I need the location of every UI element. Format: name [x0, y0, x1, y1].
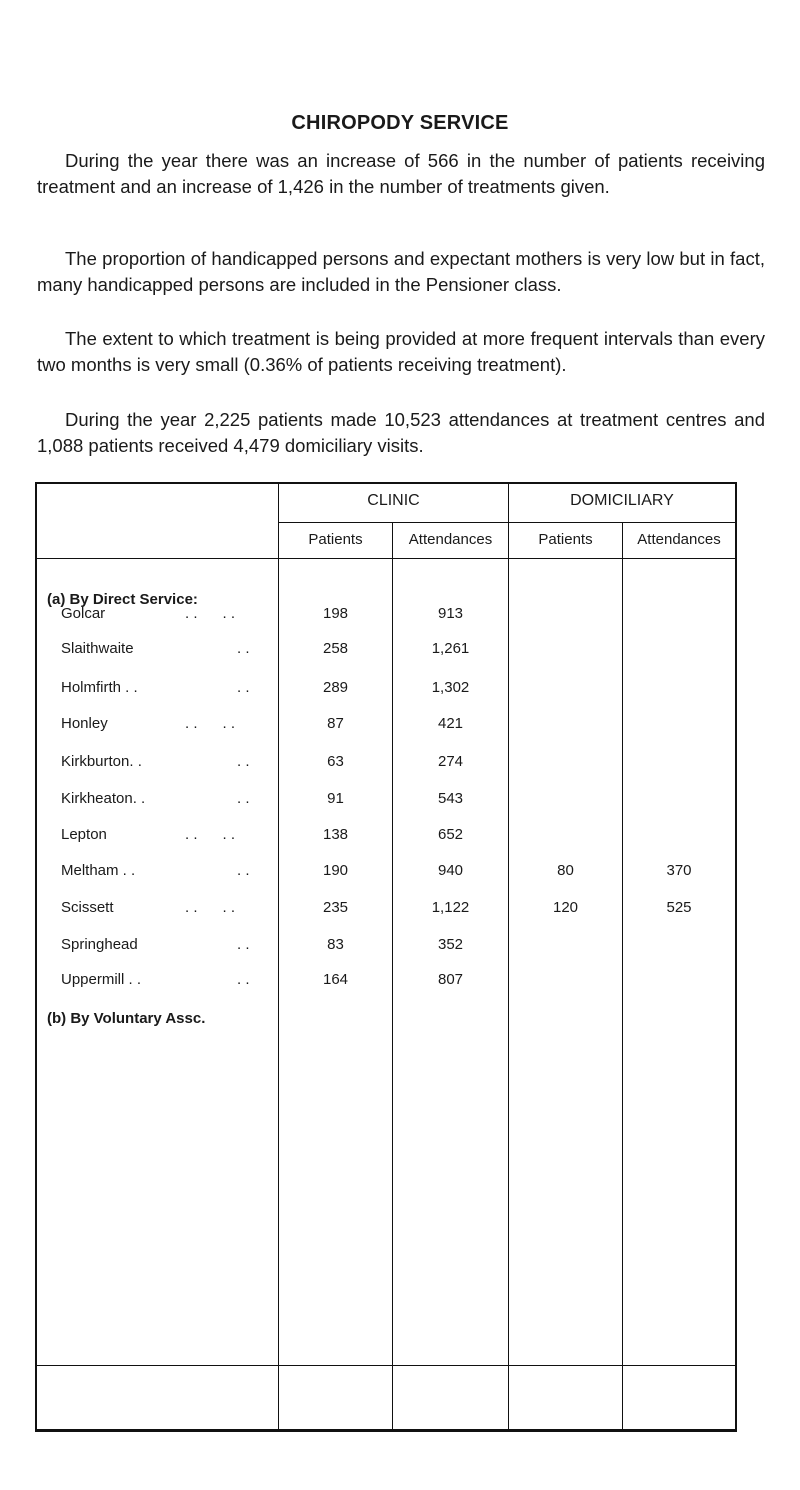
clinic-attendances: 274 [437, 753, 464, 770]
row-name: Kirkburton. . [61, 753, 142, 770]
page-title: CHIROPODY SERVICE [291, 112, 509, 134]
clinic-patients: 190 [322, 862, 349, 879]
row-name: Scissett [61, 899, 114, 916]
clinic-attendances-header: Attendances [408, 531, 493, 548]
section-direct-service: (a) By Direct Service: [47, 591, 198, 608]
row-dots: . . [237, 640, 250, 657]
row-dots: . . . . [185, 826, 236, 843]
paragraph-proportion: The proportion of handicapped persons and expectant mothers is very low but in fact, many handicapped persons are included in the Pensioner class. [37, 248, 765, 295]
clinic-patients: 87 [327, 715, 344, 732]
clinic-header: CLINIC [367, 492, 420, 509]
clinic-patients: 63 [327, 753, 344, 770]
clinic-attendances: 807 [437, 971, 464, 988]
clinic-patients: 198 [322, 605, 349, 622]
clinic-patients: 164 [322, 971, 349, 988]
domiciliary-header: DOMICILIARY [570, 492, 674, 509]
clinic-attendances: 421 [437, 715, 464, 732]
paragraph-increase: During the year there was an increase of 566 in the number of patients receiving treatment and an increase of 1,426 in the number of treatments given. [37, 150, 765, 197]
clinic-attendances: 913 [437, 605, 464, 622]
domiciliary-patients: 80 [557, 862, 574, 879]
row-dots: . . [237, 753, 250, 770]
row-name: Slaithwaite [61, 640, 134, 657]
clinic-attendances: 940 [437, 862, 464, 879]
row-name: Lepton [61, 826, 107, 843]
domiciliary-attendances-header: Attendances [637, 531, 721, 548]
clinic-attendances: 652 [437, 826, 464, 843]
clinic-attendances: 543 [437, 790, 464, 807]
row-dots: . . . . [185, 715, 236, 732]
paragraph-summary: During the year 2,225 patients made 10,523 attendances at treatment centres and 1,088 patients received 4,479 domiciliary visits. [37, 409, 765, 456]
section-voluntary: (b) By Voluntary Assc. [47, 1010, 206, 1027]
row-dots: . . . . [185, 605, 236, 622]
clinic-patients: 83 [327, 936, 344, 953]
clinic-patients: 91 [327, 790, 344, 807]
row-name: Meltham . . [61, 862, 136, 879]
clinic-attendances: 1,261 [431, 640, 470, 657]
row-dots: . . [237, 862, 250, 879]
row-dots: . . [237, 679, 250, 696]
row-name: Holmfirth . . [61, 679, 138, 696]
row-name: Honley [61, 715, 108, 732]
domiciliary-patients-header: Patients [538, 531, 593, 548]
clinic-attendances: 1,122 [431, 899, 470, 916]
row-dots: . . . . [185, 899, 236, 916]
row-dots: . . [237, 790, 250, 807]
row-dots: . . [237, 936, 250, 953]
clinic-patients: 289 [322, 679, 349, 696]
clinic-patients: 138 [322, 826, 349, 843]
clinic-patients: 258 [322, 640, 349, 657]
paragraph-extent: The extent to which treatment is being provided at more frequent intervals than every two months is very small (0.36% of patients receiving treatment). [37, 328, 765, 375]
domiciliary-patients: 120 [552, 899, 579, 916]
domiciliary-attendances: 370 [666, 862, 692, 879]
row-name: Uppermill . . [61, 971, 142, 988]
row-dots: . . [237, 971, 250, 988]
clinic-patients: 235 [322, 899, 349, 916]
clinic-attendances: 352 [437, 936, 464, 953]
domiciliary-attendances: 525 [666, 899, 692, 916]
row-name: Kirkheaton. . [61, 790, 146, 807]
clinic-attendances: 1,302 [431, 679, 470, 696]
row-name: Springhead [61, 936, 138, 953]
clinic-patients-header: Patients [308, 531, 363, 548]
row-name: Golcar [61, 605, 106, 622]
